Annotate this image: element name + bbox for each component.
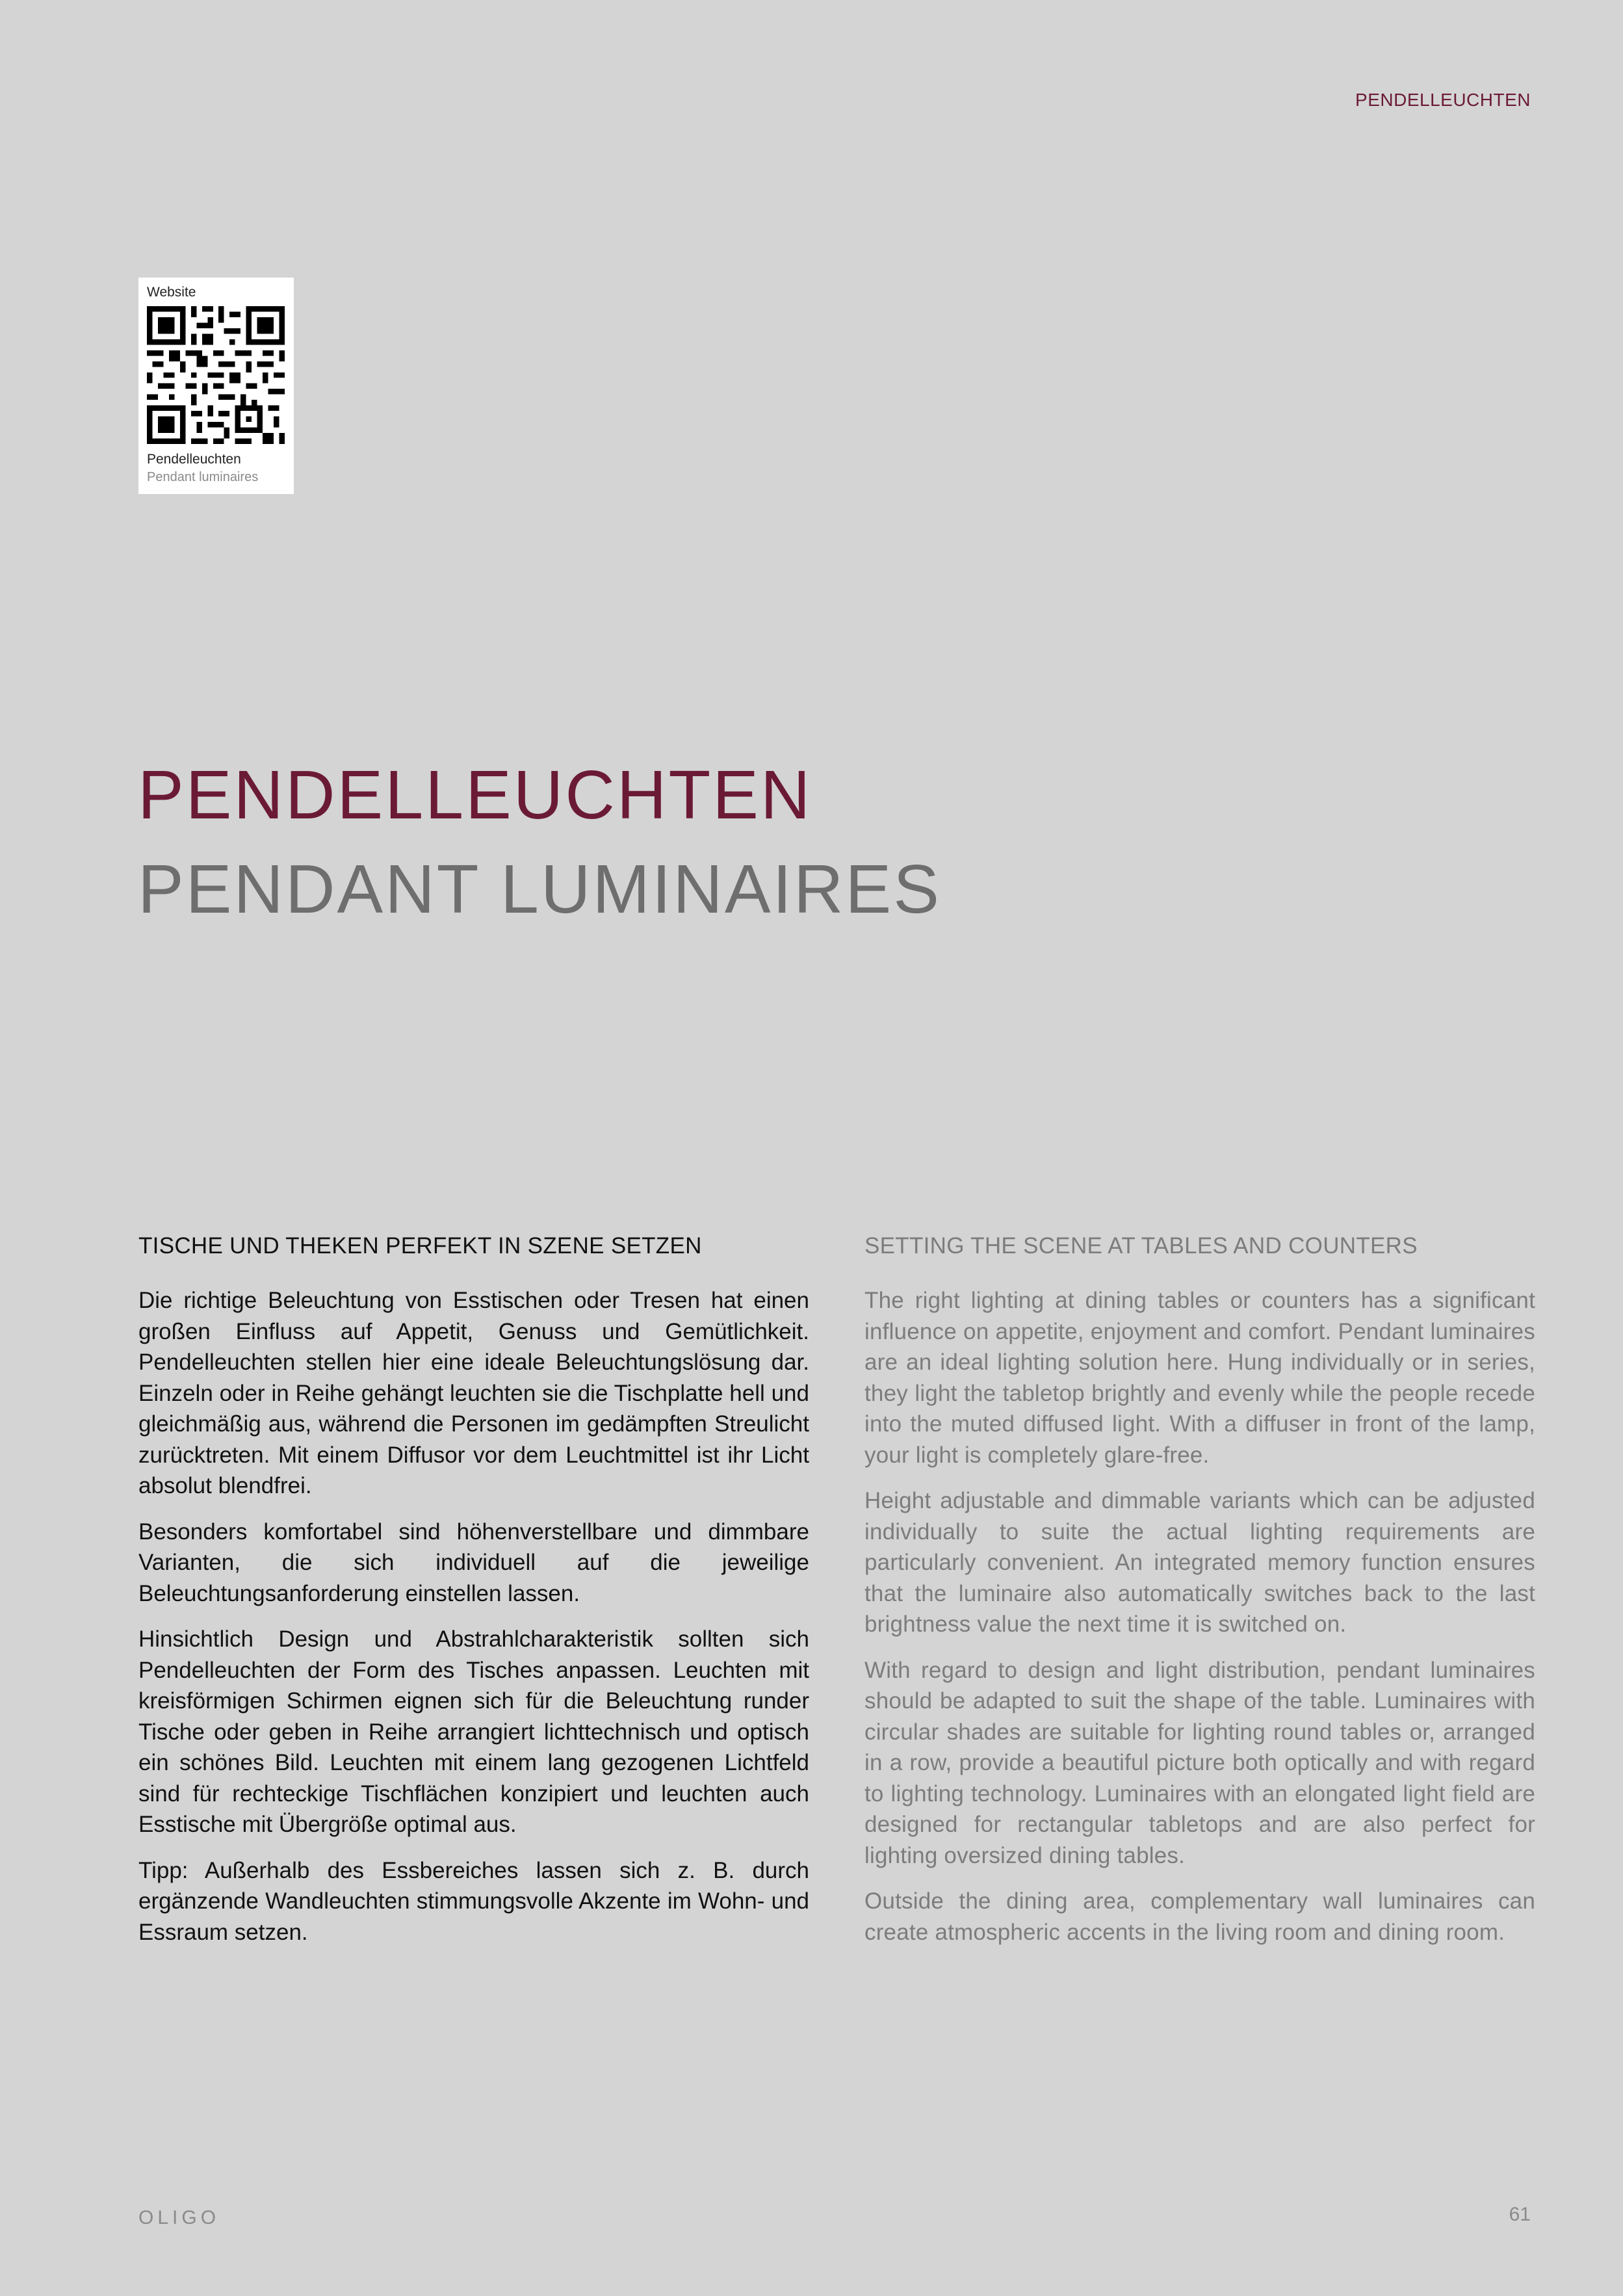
brand-logo: OLIGO [138,2207,220,2228]
english-paragraph: Outside the dining area, complementary wall luminaires can create atmospheric accents in the living room and dining room. [864,1888,1535,1945]
english-heading: SETTING THE SCENE AT TABLES AND COUNTERS [864,1233,1418,1259]
qr-caption-en: Pendant luminaires [147,470,259,484]
german-paragraph: Hinsichtlich Design und Abstrahlcharakteristik sollten sich Pendelleuchten der Form des Tisches anpassen. Leuchten mit kreisförmigen Schirmen eignen sich für die Beleuchtung runder Tische oder geben in Reihe arrangiert lichttechnisch und optisch ein schönes Bild. Leuchten mit einem lang gezogenen Lichtfeld sind für rechteckige Tischflächen konzipiert und leuchten auch Esstische mit Übergröße optimal aus. [138,1626,809,1837]
german-heading: TISCHE UND THEKEN PERFEKT IN SZENE SETZEN [138,1233,702,1259]
page-number: 61 [1509,2204,1531,2225]
german-paragraph: Besonders komfortabel sind höhenverstellbare und dimmbare Varianten, die sich individuell auf die jeweilige Beleuchtungsanforderung einstellen lassen. [138,1519,809,1606]
qr-caption-de: Pendelleuchten [147,452,241,467]
section-label: PENDELLEUCHTEN [1355,90,1531,110]
german-text-column [138,1231,809,1963]
english-paragraph: The right lighting at dining tables or counters has a significant influence on appetite, enjoyment and comfort. Pendant luminaires are an ideal lighting solution here. Hung individually or in series, they light the tabletop brightly and evenly while the people recede into the muted diffused light. With a diffuser in front of the lamp, your light is completely glare-free. [864,1288,1535,1468]
qr-code-card[interactable] [138,278,294,494]
german-tip-paragraph: Tipp: Außerhalb des Essbereiches lassen sich z. B. durch ergänzende Wandleuchten stimmungsvolle Akzente im Wohn- und Essraum setzen. [138,1857,809,1945]
page-title-english: PENDANT LUMINAIRES [138,851,941,928]
qr-code-icon [147,306,285,444]
german-paragraph: Die richtige Beleuchtung von Esstischen oder Tresen hat einen großen Einfluss auf Appetit, Genuss und Gemütlichkeit. Pendelleuchten stellen hier eine ideale Beleuchtungslösung dar. Einzeln oder in Reihe gehängt leuchten sie die Tischplatte hell und gleichmäßig aus, während die Personen im gedämpften Streulicht zurücktreten. Mit einem Diffusor vor dem Leuchtmittel ist ihr Licht absolut blendfrei. [138,1288,809,1498]
english-paragraph: Height adjustable and dimmable variants which can be adjusted individually to suite the actual lighting requirements are particularly convenient. An integrated memory function ensures that the luminaire also automatically switches back to the last brightness value the next time it is switched on. [864,1488,1535,1637]
english-text-column [864,1231,1535,1963]
english-paragraph: With regard to design and light distribution, pendant luminaires should be adapted to suit the shape of the table. Luminaires with circular shades are suitable for lighting round tables or, arranged in a row, provide a beautiful picture both optically and with regard to lighting technology. Luminaires with an elongated light field are designed for rectangular tabletops and are also perfect for lighting oversized dining tables. [864,1657,1535,1868]
qr-card-label: Website [147,285,196,300]
page-title-german: PENDELLEUCHTEN [138,757,812,833]
